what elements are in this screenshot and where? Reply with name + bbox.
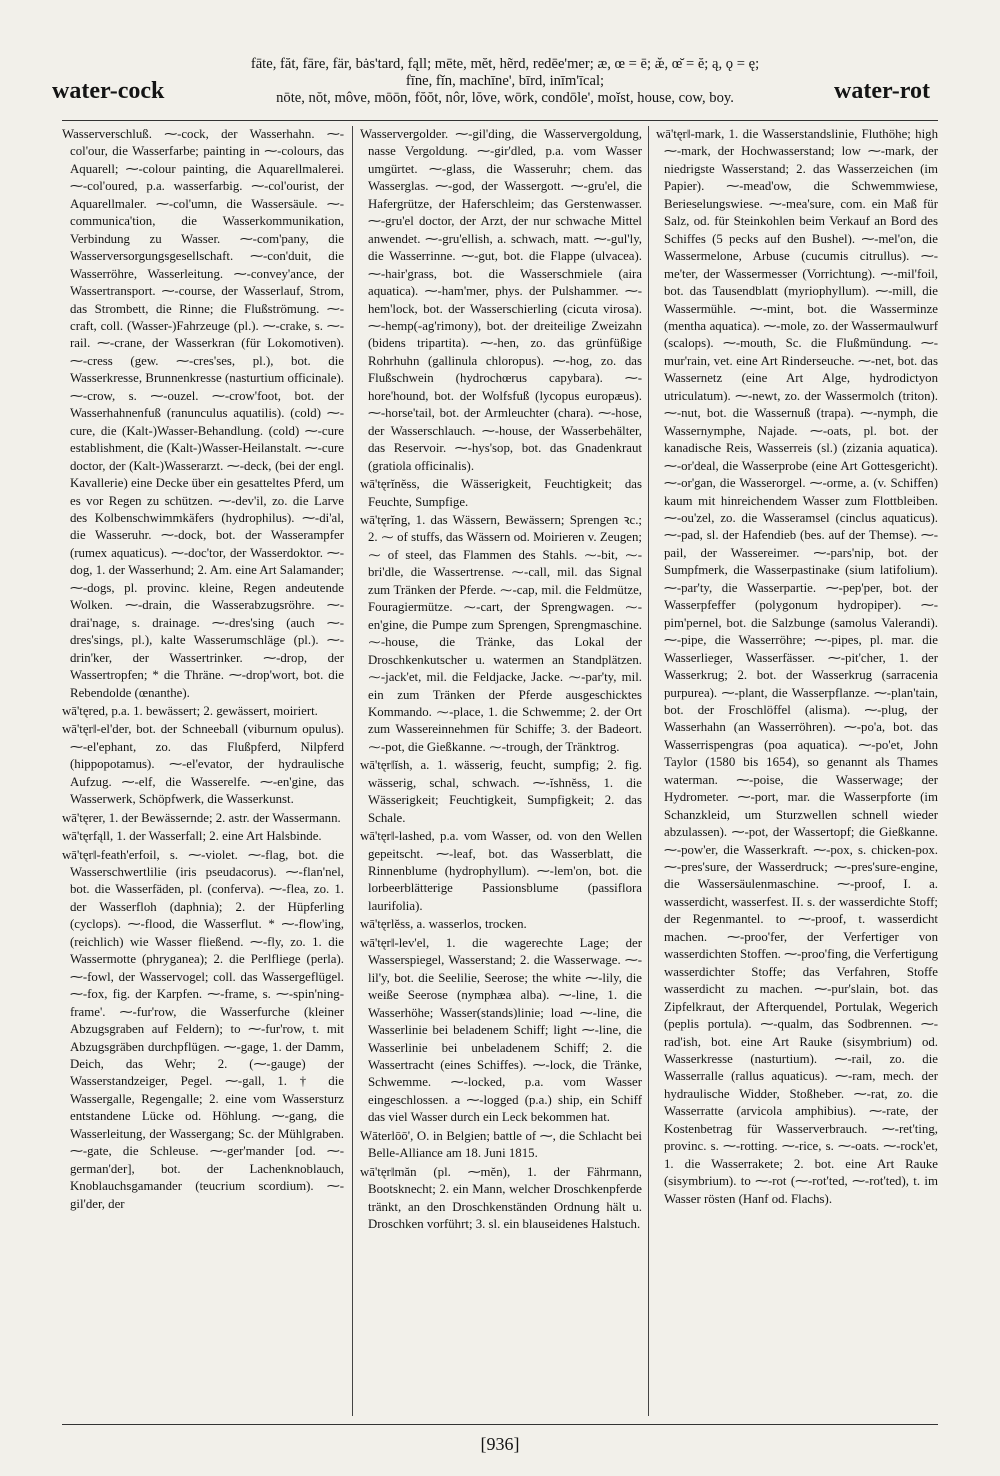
- header-rule: [62, 120, 938, 121]
- column-divider: [352, 126, 353, 1416]
- pronunciation-key: [220, 56, 790, 107]
- pronunciation-key-line: fāte, făt, fāre, fär, bȧs'tard, fąll; mēte, mĕt, hẽrd, redēe'mer; æ, œ = ē; æ̆, œ̆ = ĕ; ą, ǫ = ę;: [250, 56, 760, 72]
- left-guide-word: water-cock: [52, 78, 165, 104]
- pronunciation-key-line: fīne, fĭn, machīne', bīrd, inīm'īcal;: [405, 73, 605, 89]
- column-1: [62, 126, 344, 1416]
- dictionary-entry: wā'tęr‖-lashed, p.a. vom Wasser, od. von den Wellen gepeitscht. ⁓-leaf, bot. das Wasserblatt, die Rinnenblume (hydrophyllum). ⁓-lem'on, bot. die lorbeerblätterige Passionsblume (passiflora laurifolia).: [360, 829, 642, 913]
- column-3: [656, 126, 938, 1416]
- page-number: [936]: [480, 1434, 520, 1454]
- column-divider: [648, 126, 649, 1416]
- dictionary-entry: wā'tęred, p.a. 1. bewässert; 2. gewässert, moiriert.: [62, 703, 318, 718]
- pronunciation-key-line: nōte, nŏt, môve, mōōn, fŏŏt, nôr, lŏve, wōrk, condōle', moĭst, house, cow, boy.: [276, 90, 734, 106]
- dictionary-entry: wā'tęr‖-mark, 1. die Wasserstandslinie, Fluthöhe; high ⁓-mark, der Hochwasserstand; low ⁓-mark, der niedrigste Wasserstand; 2. das Wasserzeichen (im Papier). ⁓-mead'ow, die Schwemmwiese, Berieselungswiese. ⁓-mea'sure, com. ein Maß für Salz, od. für Steinkohlen beim Verkauf an Bord des Schiffes (5 pecks auf den Bushel). ⁓-mel'on, die Wassermelone, Arbuse (cucumis citrullus). ⁓-me'ter, der Wassermesser (Vorrichtung). ⁓-mil'foil, bot. das Tausendblatt (myriophyllum). ⁓-mill, die Wassermühle. ⁓-mint, bot. die Wasserminze (mentha aquatica). ⁓-mole, zo. der Wassermaulwurf (scalops). ⁓-mouth, Sc. die Flußmündung. ⁓-mur'rain, vet. eine Art Rinderseuche. ⁓-net, bot. das Wassernetz (eine Art Alge, hydrodictyon utriculatum). ⁓-newt, zo. der Wassermolch (triton). ⁓-nut, bot. die Wassernuß (trapa). ⁓-nymph, die Wassernymphe, Najade. ⁓-oats, pl. bot. der kanadische Reis, Wasserreis (sl.) (zizania aquatica). ⁓-or'deal, die Wasserprobe (eine Art Gottesgericht). ⁓-or'gan, die Wasserorgel. ⁓-orme, a. (v. Schiffen) kaum mit hinreichendem Wasser zum Flottbleiben. ⁓-ou'zel, zo. die Wasseramsel (cinclus aquaticus). ⁓-pad, sl. der Hafendieb (bes. auf der Themse). ⁓-pail, der Wassereimer. ⁓-pars'nip, bot. der Sumpfmerk, die Wasserpastinake (sium latifolium). ⁓-par'ty, die Wasserpartie. ⁓-pep'per, bot. der Wasserpfeffer (polygonum hydropiper). ⁓-pim'pernel, bot. die Salzbunge (samolus Valerandi). ⁓-pipe, die Wasserröhre; ⁓-pipes, pl. mar. die Wasserlieger, Wasserfässer. ⁓-pit'cher, 1. der Wasserkrug; 2. bot. der Wasserkrug (sarracenia purpurea). ⁓-plant, die Wasserpflanze. ⁓-plan'tain, bot. der Froschlöffel (alisma). ⁓-plug, der Wasserhahn (an Wasserröhren). ⁓-po'a, bot. das Wasserrispengras (poa aquatica). ⁓-po'et, John Taylor (1580 bis 1654), so genannt als Thames waterman. ⁓-poise, die Wasserwage; der Hydrometer. ⁓-port, mar. die Wasserpforte (im Schanzkleid, um Sturzwellen schnell wieder abzulassen). ⁓-pot, der Wassertopf; die Gießkanne. ⁓-pow'er, die Wasserkraft. ⁓-pox, s. chicken-pox. ⁓-pres'sure, der Wasserdruck; ⁓-pres'sure-engine, die Wassersäulenmaschine. ⁓-proof, I. a. wasserdicht, wasserfest. II. s. der wasserdichte Stoff; der Regenmantel. to ⁓-proof, t. wasserdicht machen. ⁓-proo'fer, der Verfertiger von wasserdichten Stoffen. ⁓-proo'fing, die Verfertigung wasserdichter Stoffe; das Verfahren, Stoffe wasserdicht zu machen. ⁓-pur'slain, bot. das Zipfelkraut, der Afterquendel, Portulak, Wegerich (peplis portula). ⁓-qualm, das Sodbrennen. ⁓-rad'ish, bot. eine Art Rauke (sisymbrium) od. Wasserkresse (nasturtium). ⁓-rail, zo. die Wasserralle (rallus aquaticus). ⁓-ram, mech. der hydraulische Widder, Stoßheber. ⁓-rat, zo. die Wasserratte (arvicola amphibius). ⁓-rate, der Kostenbetrag für Wasserverbrauch. ⁓-ret'ting, provinc. s. ⁓-rotting. ⁓-rice, s. ⁓-oats. ⁓-rock'et, 1. die Wasserrakete; 2. bot. eine Art Rauke (sisymbrium). to ⁓-rot (⁓-rot'ted, ⁓-rot'ted), t. im Wasser rösten (Hanf od. Flachs).: [656, 127, 938, 1206]
- dictionary-entry: wā'tęrfąll, 1. der Wasserfall; 2. eine Art Halsbinde.: [62, 829, 322, 844]
- dictionary-entry: wā'tęr‖ĭsh, a. 1. wässerig, feucht, sumpfig; 2. fig. wässerig, schal, schwach. ⁓-ĭshnĕss, 1. die Wässerigkeit; Feuchtigkeit, Sumpfigkeit; 2. das Schale.: [360, 758, 642, 825]
- dictionary-entry: Wāterlōō', O. in Belgien; battle of ⁓, die Schlacht bei Belle-Alliance am 18. Juni 1815.: [360, 1128, 642, 1161]
- dictionary-entry: wā'tęrĭng, 1. das Wässern, Bewässern; Sprengen ꝛc.; 2. ⁓ of stuffs, das Wässern od. Moirieren v. Zeugen; ⁓ of steel, das Flammen des Stahls. ⁓-bit, ⁓-bri'dle, die Wassertrense. ⁓-call, mil. das Signal zum Tränken der Pferde. ⁓-cap, mil. die Feldmütze, Fouragiermütze. ⁓-cart, der Sprengwagen. ⁓-en'gine, die Pumpe zum Sprengen, Sprengmaschine. ⁓-house, die Tränke, das Lokal der Droschkenkutscher u. watermen an Standplätzen. ⁓-jack'et, mil. die Feldjacke, Jacke. ⁓-par'ty, mil. ein zum Tränken der Pferde ausgeschicktes Kommando. ⁓-place, 1. die Schwemme; 2. der Ort zum Wassereinnehmen für Schiffe; 3. der Badeort. ⁓-pot, die Gießkanne. ⁓-trough, der Tränktrog.: [360, 512, 642, 754]
- dictionary-entry: wā'tęrer, 1. der Bewässernde; 2. astr. der Wassermann.: [62, 810, 341, 825]
- dictionary-entry: Wasserverschluß. ⁓-cock, der Wasserhahn. ⁓-col'our, die Wasserfarbe; painting in ⁓-colours, das Aquarell; ⁓-colour painting, die Aquarellmalerei. ⁓-col'oured, p.a. wasserfarbig. ⁓-col'ourist, der Aquarellmaler. ⁓-col'umn, die Wassersäule. ⁓-communica'tion, die Wasserkommunikation, Verbindung zu Wasser. ⁓-com'pany, die Wasserversorgungsgesellschaft. ⁓-con'duit, die Wasserröhre, Wasserleitung. ⁓-convey'ance, der Wassertransport. ⁓-course, der Wasserlauf, Strom, das Strombett, die Rinne; die Flußströmung. ⁓-craft, coll. (Wasser-)Fahrzeuge (pl.). ⁓-crake, s. ⁓-rail. ⁓-crane, der Wasserkran (für Lokomotiven). ⁓-cress (gew. ⁓-cres'ses, pl.), bot. die Wasserkresse, Brunnenkresse (nasturtium officinale). ⁓-crow, s. ⁓-ouzel. ⁓-crow'foot, bot. der Wasserhahnenfuß (ranunculus aquatilis). (cold) ⁓-cure, die (Kalt-)Wasser-Behandlung. (cold) ⁓-cure establishment, die (Kalt-)Wasser-Heilanstalt. ⁓-cure doctor, der (Kalt-)Wasserarzt. ⁓-deck, (bei der engl. Kavallerie) eine Decke über ein gesatteltes Pferd, um es vor Regen zu schützen. ⁓-dev'il, zo. die Larve des Kolbenschwimmkäfers (hydrophilus). ⁓-di'al, die Wasseruhr. ⁓-dock, bot. der Wasserampfer (rumex aquaticus). ⁓-doc'tor, der Wasserdoktor. ⁓-dog, 1. der Wasserhund; 2. Am. eine Art Salamander; ⁓-dogs, pl. provinc. kleine, Regen andeutende Wolken. ⁓-drain, die Wasserabzugsröhre. ⁓-drai'nage, s. drainage. ⁓-dres'sing (auch ⁓-dres'sings, pl.), kalte Wasserumschläge (pl.). ⁓-drin'ker, der Wassertrinker. ⁓-drop, der Wassertropfen; * die Thräne. ⁓-drop'wort, bot. die Rebendolde (œnanthe).: [62, 127, 344, 700]
- column-2: [360, 126, 642, 1416]
- dictionary-entry: wā'tęr‖-el'der, bot. der Schneeball (viburnum opulus). ⁓-el'ephant, zo. das Flußpferd, Nilpferd (hippopotamus). ⁓-el'evator, der hydraulische Aufzug. ⁓-elf, die Wasserelfe. ⁓-en'gine, das Wasserwerk, Schöpfwerk, die Wasserkunst.: [62, 722, 344, 807]
- dictionary-entry: wā'tęr‖-feath'erfoil, s. ⁓-violet. ⁓-flag, bot. die Wasserschwertlilie (iris pseudacorus). ⁓-flan'nel, bot. die Wasserfäden, pl. (conferva). ⁓-flea, zo. 1. der Wasserfloh (daphnia); 2. der Hüpferling (cyclops). ⁓-flood, die Wasserflut. * ⁓-flow'ing, (reichlich) wie Wasser fließend. ⁓-fly, zo. 1. die Wassermotte (phryganea); 2. die Perlfliege (perla). ⁓-fowl, der Wasservogel; coll. das Wassergeflügel. ⁓-fox, fig. der Karpfen. ⁓-frame, s. ⁓-spin'ning-frame'. ⁓-fur'row, die Wasserfurche (kleiner Abzugsgraben auf Feldern); to ⁓-fur'row, t. mit Abzugsgräben durchpflügen. ⁓-gage, 1. der Damm, Deich, das Wehr; 2. (⁓-gauge) der Wasserstandzeiger, Pegel. ⁓-gall, 1. † die Wassergalle, Regengalle; 2. eine vom Wassersturz entstandene Lücke od. Höhlung. ⁓-gang, die Wasserleitung, der Wassergang; Sc. der Mühlgraben. ⁓-gate, die Schleuse. ⁓-ger'mander [od. ⁓-german'der], bot. der Lachenknoblauch, Knoblauchsgamander (teucrium scordium). ⁓-gil'der, der: [62, 847, 344, 1211]
- dictionary-entry: wā'tęr‖măn (pl. ⁓mĕn), 1. der Fährmann, Bootsknecht; 2. ein Mann, welcher Droschkenpferde tränkt, an den Droschkenständen Ordnung hält u. Droschken vorführt; 3. sl. ein blauseidenes Halstuch.: [360, 1164, 642, 1232]
- dictionary-entry: wā'tęr‖-lev'el, 1. die wagerechte Lage; der Wasserspiegel, Wasserstand; 2. die Wasserwage. ⁓-lil'y, bot. die Seelilie, Seerose; the white ⁓-lily, die weiße Seerose (nymphæa alba). ⁓-line, 1. die Wasserhöhe; Wasser(stands)linie; load ⁓-line, die Wasserlinie bei beladenem Schiff; light ⁓-line, die Wasserlinie bei unbeladenem Schiff; 2. die Wassertracht (eines Schiffes). ⁓-lock, die Tränke, Schwemme. ⁓-locked, p.a. vom Wasser eingeschlossen. a ⁓-logged (p.a.) ship, ein Schiff das viel Wasser durch ein Leck bekommen hat.: [360, 935, 642, 1125]
- dictionary-entry: wā'tęrlĕss, a. wasserlos, trocken.: [360, 917, 527, 932]
- dictionary-entry: wā'tęrĭnĕss, die Wässerigkeit, Feuchtigkeit; das Feuchte, Sumpfige.: [360, 477, 642, 509]
- dictionary-entry: Wasservergolder. ⁓-gil'ding, die Wasservergoldung, nasse Vergoldung. ⁓-gir'dled, p.a. vom Wasser umgürtet. ⁓-glass, die Wasseruhr; chem. das Wasserglas. ⁓-god, der Wassergott. ⁓-gru'el, die Hafergrütze, der Haferschleim; das Gerstenwasser. ⁓-gru'el doctor, der Arzt, der nur schwache Mittel anwendet. ⁓-gru'ellish, a. schwach, matt. ⁓-gul'ly, die Wasserrinne. ⁓-gut, bot. die Flappe (ulvacea). ⁓-hair'grass, bot. die Wasserschmiele (aira aquatica). ⁓-ham'mer, phys. der Pulshammer. ⁓-hem'lock, bot. der Wasserschierling (cicuta virosa). ⁓-hemp(-ag'rimony), bot. der dreiteilige Zweizahn (bidens tripartita). ⁓-hen, zo. das grünfüßige Rohrhuhn (gallinula chloropus). ⁓-hog, zo. das Flußschwein (hydrochœrus capybara). ⁓-hore'hound, bot. der Wolfsfuß (lycopus europæus). ⁓-horse'tail, bot. der Armleuchter (chara). ⁓-hose, der Wasserschlauch. ⁓-house, der Wasserbehälter, das Reservoir. ⁓-hys'sop, bot. das Gnadenkraut (gratiola officinalis).: [360, 127, 642, 473]
- footer-rule: [62, 1424, 938, 1425]
- right-guide-word: water-rot: [834, 78, 930, 104]
